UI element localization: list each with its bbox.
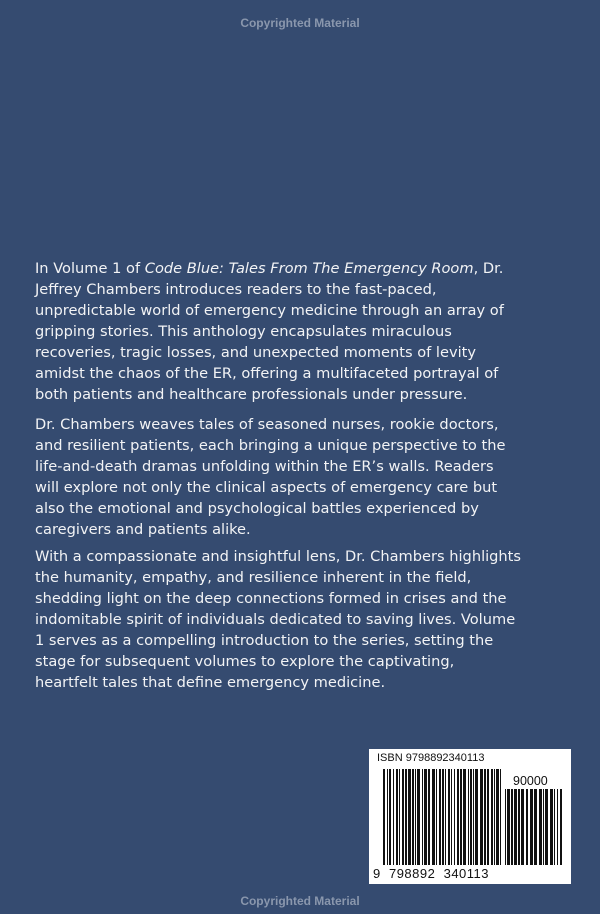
text-line: recoveries, tragic losses, and unexpected moments of levity (35, 344, 476, 361)
barcode-bar (448, 769, 450, 865)
text-line: will explore not only the clinical aspects of emergency care but (35, 479, 498, 496)
barcode-bar (470, 769, 472, 865)
barcode-bar (468, 769, 469, 865)
isbn-label: ISBN 9798892340113 (377, 752, 485, 764)
description-paragraph-2 (35, 414, 505, 540)
barcode-bar (389, 769, 391, 865)
watermark-bottom: Copyrighted Material (240, 894, 360, 908)
barcode-bar (399, 769, 400, 865)
barcode-bar (383, 769, 385, 865)
text-line: amidst the chaos of the ER, offering a multifaceted portrayal of (35, 365, 499, 382)
barcode-bar (543, 789, 544, 865)
barcode-bar (554, 789, 555, 865)
text-line: caregivers and patients alike. (35, 521, 251, 538)
barcode-bar (428, 769, 430, 865)
barcode-bar (417, 769, 420, 865)
text-line: and resilient patients, each bringing a unique perspective to the (35, 437, 506, 454)
digits-right: 340113 (443, 866, 490, 881)
text-line: unpredictable world of emergency medicine through an array of (35, 302, 504, 319)
description-paragraph-1 (35, 258, 504, 405)
barcode-digits (373, 866, 489, 881)
barcode-bar (412, 769, 414, 865)
barcode-bar (463, 769, 466, 865)
barcode-bar (442, 769, 444, 865)
barcode-bar (457, 769, 459, 865)
digit-lead: 9 (373, 866, 381, 881)
barcode-bar (473, 769, 474, 865)
barcode-bar (451, 769, 452, 865)
barcode-bar (511, 789, 513, 865)
barcode-bar (518, 789, 520, 865)
barcode-bar (484, 769, 486, 865)
barcode-bar (514, 789, 517, 865)
barcode-bar (496, 769, 499, 865)
digits-left: 798892 (388, 866, 436, 881)
text-line: With a compassionate and insightful lens, Dr. Chambers highlights (35, 548, 522, 565)
book-title: Code Blue: Tales From The Emergency Room (144, 260, 474, 277)
barcode-bar (396, 769, 398, 865)
text-line: Jeffrey Chambers introduces readers to the fast-paced, (35, 281, 437, 298)
price-addon-label: 90000 (513, 774, 548, 788)
description-paragraph-3 (35, 546, 521, 693)
barcode-bar (408, 769, 411, 865)
barcode-bar (480, 769, 483, 865)
barcode-bar (534, 789, 537, 865)
addon-bars (505, 789, 565, 865)
isbn-barcode (369, 749, 571, 884)
barcode-bar (387, 769, 388, 865)
barcode-bar (521, 789, 524, 865)
barcode-bar (460, 769, 462, 865)
barcode-bar (405, 769, 407, 865)
barcode-bar (545, 789, 548, 865)
text-line: life-and-death dramas unfolding within the ER’s walls. Readers (35, 458, 494, 475)
barcode-bar (557, 789, 558, 865)
barcode-bar (494, 769, 495, 865)
text-line: Dr. Chambers weaves tales of seasoned nurses, rookie doctors, (35, 416, 499, 433)
text-line (35, 258, 504, 279)
barcode-bar (500, 769, 501, 865)
text-line: indomitable spirit of individuals dedicated to saving lives. Volume (35, 611, 516, 628)
barcode-bar (432, 769, 435, 865)
barcode-bar (436, 769, 437, 865)
barcode-bar (560, 789, 562, 865)
barcode-bar (475, 769, 478, 865)
barcode-bar (539, 789, 542, 865)
watermark-top: Copyrighted Material (240, 16, 360, 30)
barcode-bar (526, 789, 528, 865)
text-line: 1 serves as a compelling introduction to the series, setting the (35, 632, 494, 649)
barcode-bar (424, 769, 427, 865)
barcode-bars (383, 769, 503, 865)
text-line: stage for subsequent volumes to explore the captivating, (35, 653, 455, 670)
text-line: gripping stories. This anthology encapsulates miraculous (35, 323, 452, 340)
barcode-bar (422, 769, 423, 865)
barcode-bar (454, 769, 455, 865)
barcode-bar (415, 769, 416, 865)
text-line: the humanity, empathy, and resilience inherent in the field, (35, 569, 472, 586)
text-span: In Volume 1 of (35, 260, 145, 277)
text-line: both patients and healthcare professionals under pressure. (35, 386, 468, 403)
text-line: also the emotional and psychological battles experienced by (35, 500, 479, 517)
barcode-bar (393, 769, 394, 865)
text-line: heartfelt tales that define emergency medicine. (35, 674, 386, 691)
barcode-bar (505, 789, 506, 865)
text-line: shedding light on the deep connections formed in crises and the (35, 590, 507, 607)
barcode-bar (439, 769, 441, 865)
barcode-bar (402, 769, 404, 865)
barcode-bar (530, 789, 533, 865)
barcode-bar (445, 769, 446, 865)
text-span: , Dr. (473, 260, 504, 277)
barcode-bar (507, 789, 510, 865)
barcode-bar (550, 789, 553, 865)
barcode-bar (491, 769, 493, 865)
barcode-bar (487, 769, 489, 865)
